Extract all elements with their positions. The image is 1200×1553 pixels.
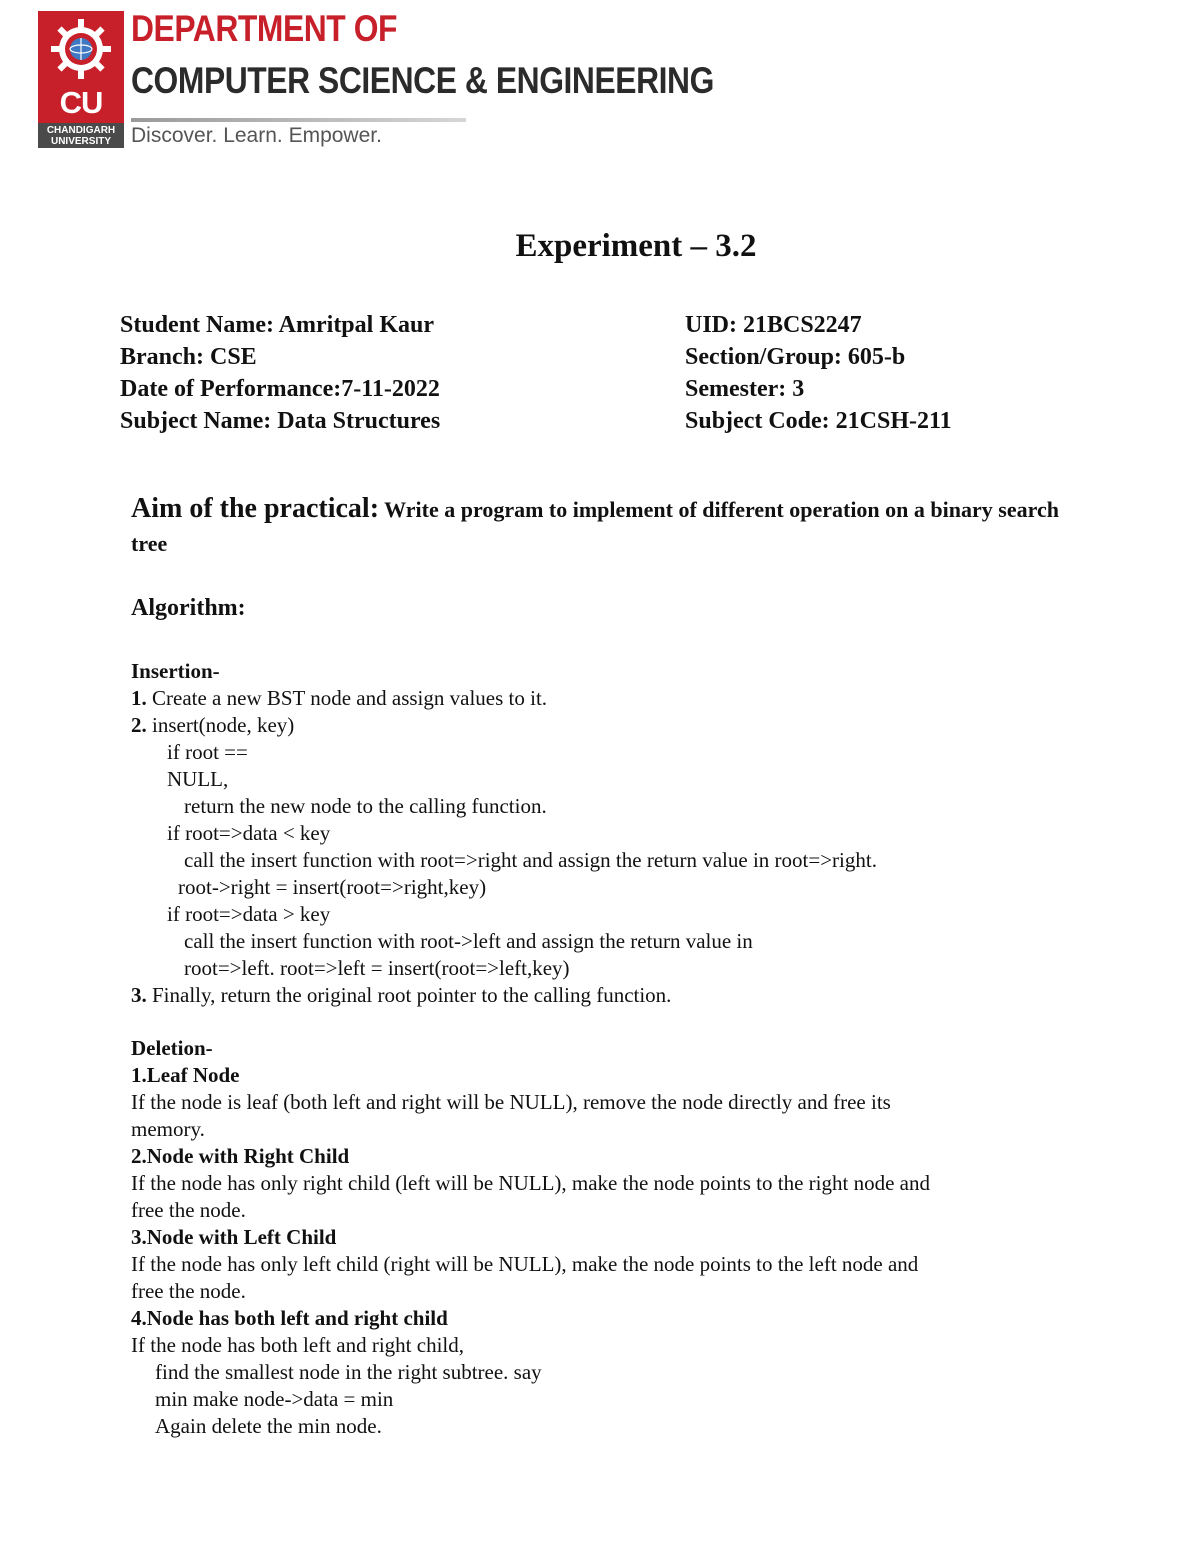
deletion-case-line: Again delete the min node. xyxy=(155,1414,382,1438)
section-group: Section/Group: 605-b xyxy=(685,344,906,370)
insertion-step xyxy=(131,685,1091,712)
deletion-case-line: free the node. xyxy=(131,1279,246,1303)
department-title-line2: COMPUTER SCIENCE & ENGINEERING xyxy=(131,60,714,101)
gear-emblem-icon xyxy=(38,11,124,91)
deletion-case-line: If the node has only right child (left will be NULL), make the node points to the right node and xyxy=(131,1171,930,1195)
logo-cu-text: CU xyxy=(59,85,103,120)
algorithm-heading: Algorithm: xyxy=(131,595,246,621)
insertion-line: if root=>data < key xyxy=(167,821,331,845)
branch: Branch: CSE xyxy=(120,344,257,370)
deletion-section xyxy=(131,1035,1091,1440)
aim-text: Write a program to implement of different operation on a binary search tree xyxy=(131,497,1059,556)
insertion-step xyxy=(131,712,1091,739)
insertion-line: call the insert function with root->left and assign the return value in xyxy=(184,929,753,953)
logo-university-name xyxy=(38,123,124,148)
subject-code: Subject Code: 21CSH-211 xyxy=(685,408,952,434)
insertion-line: root->right = insert(root=>right,key) xyxy=(178,875,487,899)
header-divider xyxy=(131,118,466,122)
university-logo xyxy=(38,11,124,148)
student-name: Student Name: Amritpal Kaur xyxy=(120,312,434,338)
insertion-line: return the new node to the calling function. xyxy=(184,794,547,818)
uid: UID: 21BCS2247 xyxy=(685,312,862,338)
deletion-case-line: If the node has both left and right child, xyxy=(131,1333,464,1357)
tagline: Discover. Learn. Empower. xyxy=(131,124,382,147)
logo-university-line2: UNIVERSITY xyxy=(50,136,111,147)
insertion-heading: Insertion- xyxy=(131,659,220,683)
deletion-case-line: find the smallest node in the right subtree. say xyxy=(155,1360,542,1384)
deletion-case-line: free the node. xyxy=(131,1198,246,1222)
insertion-line: root=>left. root=>left = insert(root=>left,key) xyxy=(184,956,570,980)
deletion-case-title: 2.Node with Right Child xyxy=(131,1144,350,1168)
department-title-line1: DEPARTMENT OF xyxy=(131,8,398,49)
insertion-line: if root=>data > key xyxy=(167,902,331,926)
date-of-performance: Date of Performance:7-11-2022 xyxy=(120,376,440,402)
step-number: 1. xyxy=(131,686,147,710)
step-number: 3. xyxy=(131,983,147,1007)
logo-university-line1: CHANDIGARH xyxy=(46,125,116,136)
insertion-line: if root == xyxy=(167,740,248,764)
deletion-case-title: 3.Node with Left Child xyxy=(131,1225,337,1249)
student-info-right xyxy=(685,309,952,437)
insertion-step xyxy=(131,982,1091,1009)
deletion-case-line: memory. xyxy=(131,1117,205,1141)
deletion-case-title: 4.Node has both left and right child xyxy=(131,1306,448,1330)
student-info-left xyxy=(120,309,440,437)
step-text: insert(node, key) xyxy=(152,713,295,737)
step-text: Finally, return the original root pointer to the calling function. xyxy=(152,983,672,1007)
aim-label: Aim of the practical: xyxy=(131,493,380,524)
step-text: Create a new BST node and assign values to it. xyxy=(152,686,548,710)
insertion-line: call the insert function with root=>right and assign the return value in root=>right. xyxy=(184,848,877,872)
deletion-case-line: min make node->data = min xyxy=(155,1387,394,1411)
aim-section xyxy=(131,492,1071,561)
semester: Semester: 3 xyxy=(685,376,805,402)
deletion-heading: Deletion- xyxy=(131,1036,213,1060)
insertion-section xyxy=(131,658,1091,1009)
deletion-case-title: 1.Leaf Node xyxy=(131,1063,240,1087)
step-number: 2. xyxy=(131,713,147,737)
deletion-case-line: If the node has only left child (right will be NULL), make the node points to the left node and xyxy=(131,1252,919,1276)
subject-name: Subject Name: Data Structures xyxy=(120,408,441,434)
deletion-case-line: If the node is leaf (both left and right will be NULL), remove the node directly and free its xyxy=(131,1090,891,1114)
experiment-title: Experiment – 3.2 xyxy=(515,228,757,264)
insertion-line: NULL, xyxy=(167,767,229,791)
